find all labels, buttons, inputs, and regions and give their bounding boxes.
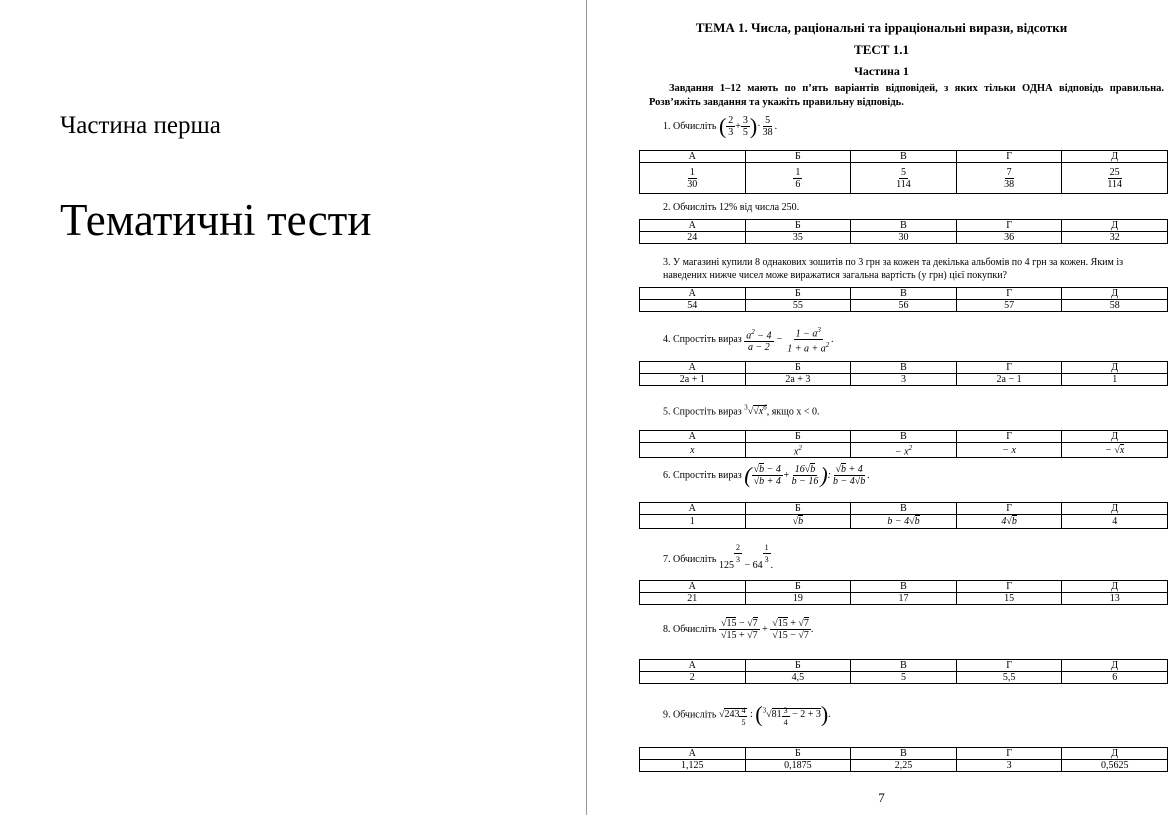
answer-letter: А <box>640 288 746 300</box>
answer-value: $\frac{1}{6}$ <box>745 163 851 194</box>
question-7 <box>663 543 774 571</box>
answer-letter: В <box>851 581 957 593</box>
answer-value: 19 <box>745 593 851 605</box>
question-6-label: 6. Спростіть вираз <box>663 469 742 481</box>
answer-letter: А <box>640 362 746 374</box>
answer-letter: Б <box>745 581 851 593</box>
answer-value: 2a − 1 <box>956 374 1062 386</box>
answer-value: 17 <box>851 593 957 605</box>
answers-2 <box>639 219 1168 244</box>
part-heading: Частина 1 <box>854 64 909 78</box>
instructions: Завдання 1–12 мають по п’ять варіантів відповідей, з яких тільки ОДНА відповідь правильна. Розв’яжіть завдання та укажіть правильну відповідь. <box>649 83 1164 108</box>
answer-value: 2a + 3 <box>745 374 851 386</box>
answer-letter: В <box>851 748 957 760</box>
answers-4 <box>639 361 1168 386</box>
question-7-label: 7. Обчисліть <box>663 553 717 565</box>
answer-letter: Г <box>956 581 1062 593</box>
answer-letter: Г <box>956 660 1062 672</box>
answer-value: $\frac{5}{114}$ <box>851 163 957 194</box>
question-4 <box>663 325 834 355</box>
answer-value: 57 <box>956 300 1062 312</box>
question-8 <box>663 618 813 641</box>
question-4-label: 4. Спростіть вираз <box>663 334 742 346</box>
answer-letter: А <box>640 748 746 760</box>
answer-letter: Б <box>745 660 851 672</box>
theme-title: ТЕМА 1. Числа, раціональні та ірраціональні вирази, відсотки <box>695 20 1068 35</box>
answer-value: − $x^2$ <box>851 443 957 458</box>
answers-1 <box>639 150 1168 194</box>
answer-value: 1 <box>640 515 746 529</box>
answer-letter: А <box>640 503 746 515</box>
answer-letter: В <box>851 220 957 232</box>
question-5-label: 5. Спростіть вираз <box>663 406 742 418</box>
answer-value: 4√b <box>956 515 1062 529</box>
question-5-condition: , якщо x < 0. <box>766 406 820 418</box>
answer-value: √b <box>745 515 851 529</box>
answer-letter: Г <box>956 151 1062 163</box>
question-5 <box>663 404 820 417</box>
answer-letter: А <box>640 431 746 443</box>
test-title: ТЕСТ 1.1 <box>854 42 909 57</box>
answer-letter: В <box>851 362 957 374</box>
answer-value: 2a + 1 <box>640 374 746 386</box>
answer-value: b − 4√b <box>851 515 957 529</box>
part-title: Частина перша <box>60 112 221 139</box>
answer-letter: Д <box>1062 431 1168 443</box>
section-title: Тематичні тести <box>60 195 372 245</box>
answer-letter: В <box>851 431 957 443</box>
answer-value: 35 <box>745 232 851 244</box>
answer-value: 56 <box>851 300 957 312</box>
answer-letter: А <box>640 220 746 232</box>
answer-value: 21 <box>640 593 746 605</box>
answer-value: 5 <box>851 672 957 684</box>
answer-value: 54 <box>640 300 746 312</box>
answer-value: 1,125 <box>640 760 746 772</box>
answer-letter: Г <box>956 748 1062 760</box>
answer-value: − x <box>956 443 1062 458</box>
answer-value: 3 <box>956 760 1062 772</box>
question-6-formula: ( $\frac{√b - 4}{√b + 4}$ + $\frac{16√b}{b - 16}$ ): $\frac{√b + 4}{b - 4√b}$ . <box>744 462 870 488</box>
question-9-label: 9. Обчисліть <box>663 709 717 721</box>
answers-6 <box>639 502 1168 529</box>
answer-value: 55 <box>745 300 851 312</box>
answer-value: $x^2$ <box>745 443 851 458</box>
answer-letter: Б <box>745 151 851 163</box>
answer-letter: А <box>640 660 746 672</box>
answer-value: 0,5625 <box>1062 760 1168 772</box>
answer-letter: Д <box>1062 581 1168 593</box>
question-3: 3. У магазині купили 8 однакових зошитів по 3 грн за кожен та декілька альбомів по 4 грн за кожен. Яким із наведених нижче чисел може виражатися загальна вартість (у грн) цієї покупки? <box>663 257 1124 281</box>
answer-letter: Г <box>956 503 1062 515</box>
answers-3 <box>639 287 1168 312</box>
answer-letter: Б <box>745 362 851 374</box>
answer-value: 30 <box>851 232 957 244</box>
answer-letter: Д <box>1062 748 1168 760</box>
question-8-formula: $\frac{√15 - √7}{√15 + √7}$ + $\frac{√15 + √7}{√15 - √7}$ . <box>720 618 814 641</box>
answer-letter: Д <box>1062 288 1168 300</box>
answer-letter: Б <box>745 431 851 443</box>
answer-value: 1 <box>1062 374 1168 386</box>
answer-value: 2,25 <box>851 760 957 772</box>
question-9 <box>663 704 831 728</box>
answer-letter: А <box>640 581 746 593</box>
answer-letter: Д <box>1062 151 1168 163</box>
answer-letter: Г <box>956 362 1062 374</box>
question-9-formula: √243 $\frac{4}{5}$ : ($^3$√81 $\frac{3}{4}$ − 2 + 3). <box>718 702 831 727</box>
answer-value: 4,5 <box>745 672 851 684</box>
answer-value: 32 <box>1062 232 1168 244</box>
right-page <box>587 0 1176 815</box>
answer-letter: Г <box>956 288 1062 300</box>
question-2: 2. Обчисліть 12% від числа 250. <box>663 202 800 213</box>
page-number: 7 <box>878 790 885 805</box>
answer-value: $\frac{7}{38}$ <box>956 163 1062 194</box>
answer-letter: Б <box>745 503 851 515</box>
answer-letter: В <box>851 288 957 300</box>
question-5-formula: $^3√√x^6$ <box>744 404 767 418</box>
question-1-label: 1. Обчисліть <box>663 120 717 132</box>
question-1 <box>663 115 777 138</box>
answer-value: 36 <box>956 232 1062 244</box>
answers-5 <box>639 430 1168 458</box>
answer-value: 2 <box>640 672 746 684</box>
question-7-formula: 125 $\frac{2}{3}$ − 64 $\frac{1}{3}$ . <box>718 543 774 571</box>
answer-value: 4 <box>1062 515 1168 529</box>
answers-7 <box>639 580 1168 605</box>
answer-value: x <box>640 443 746 458</box>
answer-letter: Д <box>1062 362 1168 374</box>
answer-value: $\frac{1}{30}$ <box>640 163 746 194</box>
answer-letter: Д <box>1062 220 1168 232</box>
answer-letter: В <box>851 151 957 163</box>
question-1-formula: ( $\frac{2}{3}$ + $\frac{3}{5}$ )· $\frac{5}{38}$ . <box>718 113 778 139</box>
answer-value: 0,1875 <box>745 760 851 772</box>
answer-value: 13 <box>1062 593 1168 605</box>
question-8-label: 8. Обчисліть <box>663 623 717 635</box>
question-6 <box>663 464 870 487</box>
answer-value: 6 <box>1062 672 1168 684</box>
answer-value: $\frac{25}{114}$ <box>1062 163 1168 194</box>
left-page <box>0 0 586 815</box>
answer-value: 24 <box>640 232 746 244</box>
answer-letter: В <box>851 503 957 515</box>
answer-value: 15 <box>956 593 1062 605</box>
answer-letter: Г <box>956 431 1062 443</box>
answer-value: 5,5 <box>956 672 1062 684</box>
question-4-formula: $\frac{a^2 - 4}{a - 2}$ − $\frac{1 - a^3}{1 + a + a^2}$ . <box>746 326 834 355</box>
answer-letter: Г <box>956 220 1062 232</box>
answers-8 <box>639 659 1168 684</box>
answer-value: 3 <box>851 374 957 386</box>
answers-9 <box>639 747 1168 772</box>
answer-letter: Б <box>745 748 851 760</box>
answer-letter: Д <box>1062 503 1168 515</box>
answer-value: 58 <box>1062 300 1168 312</box>
answer-value: − √x <box>1062 443 1168 458</box>
answer-letter: А <box>640 151 746 163</box>
answer-letter: Б <box>745 220 851 232</box>
answer-letter: Б <box>745 288 851 300</box>
answer-letter: В <box>851 660 957 672</box>
answer-letter: Д <box>1062 660 1168 672</box>
